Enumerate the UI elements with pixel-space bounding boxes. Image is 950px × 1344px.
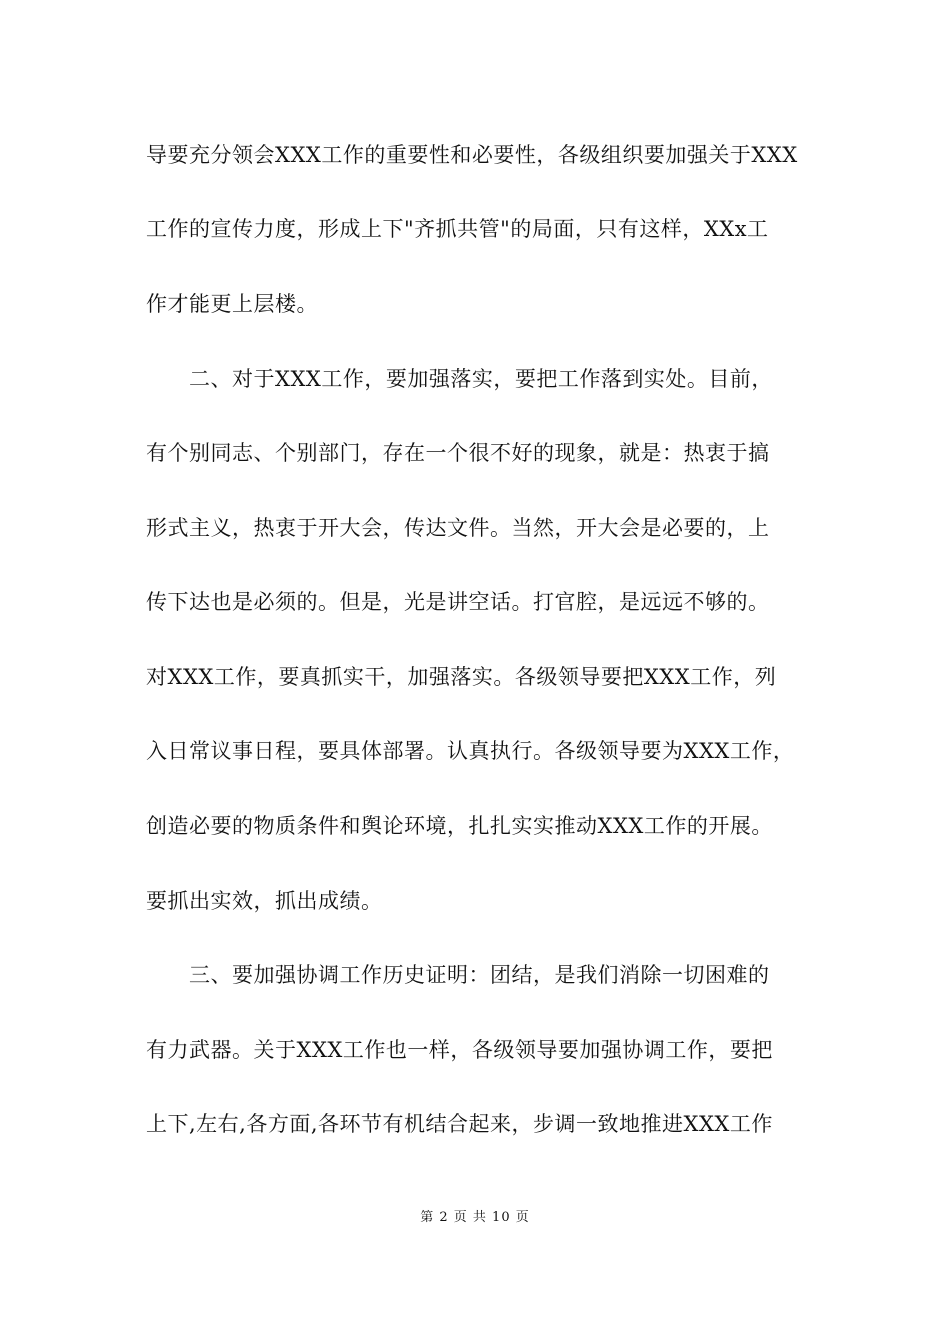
- text-line-7: 传下达也是必须的。但是，光是讲空话。打官腔，是远远不够的。: [146, 590, 770, 614]
- text-line-6: 形式主义，热衷于开大会，传达文件。当然，开大会是必要的，上: [146, 516, 770, 540]
- text-line-1: 导要充分领会XXX工作的重要性和必要性，各级组织要加强关于XXX: [146, 143, 798, 167]
- text-line-12: 三、要加强协调工作历史证明：团结，是我们消除一切困难的: [146, 963, 770, 987]
- text-line-5: 有个别同志、个别部门，存在一个很不好的现象，就是：热衷于搞: [146, 441, 770, 465]
- text-line-8: 对XXX工作，要真抓实干，加强落实。各级领导要把XXX工作，列: [146, 665, 777, 689]
- text-line-3: 作才能更上层楼。: [146, 292, 318, 316]
- text-line-9: 入日常议事日程，要具体部署。认真执行。各级领导要为XXX工作，: [146, 739, 795, 763]
- text-line-10: 创造必要的物质条件和舆论环境，扎扎实实推动XXX工作的开展。: [146, 814, 773, 838]
- text-line-4: 二、对于XXX工作，要加强落实，要把工作落到实处。目前，: [146, 367, 773, 391]
- text-line-11: 要抓出实效，抓出成绩。: [146, 889, 383, 913]
- text-line-2: 工作的宣传力度，形成上下"齐抓共管"的局面，只有这样，XXx工: [146, 217, 769, 241]
- text-line-14: 上下,左右,各方面,各环节有机结合起来，步调一致地推进XXX工作: [146, 1112, 773, 1136]
- text-line-13: 有力武器。关于XXX工作也一样，各级领导要加强协调工作，要把: [146, 1038, 773, 1062]
- page-number-footer: 第 2 页 共 10 页: [420, 1210, 530, 1225]
